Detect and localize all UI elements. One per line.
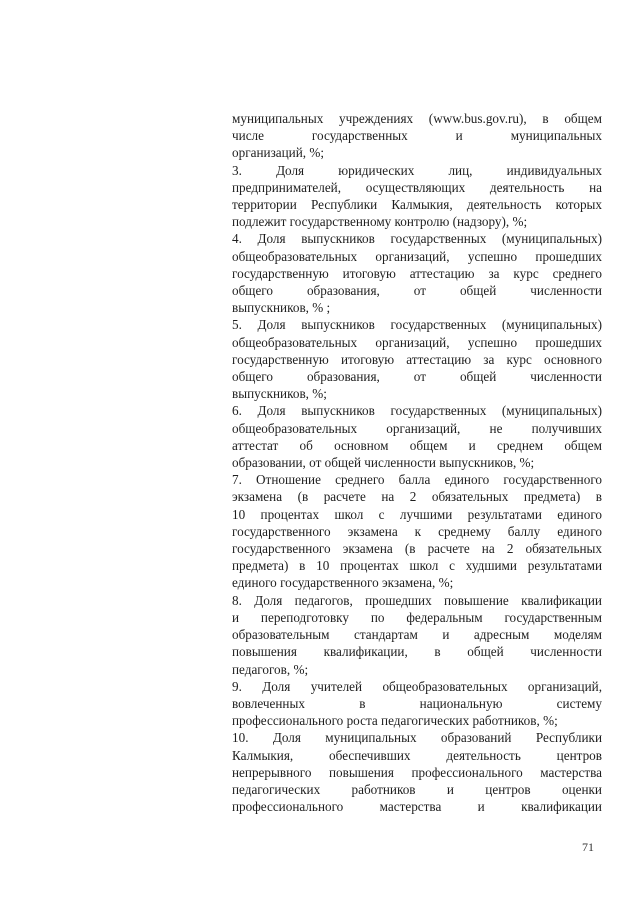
text-line: общего образования, от общей численности — [232, 283, 602, 299]
text-line: вовлеченных в национальную систему — [232, 695, 602, 711]
text-line: 7. Отношение среднего балла единого государственного — [232, 472, 602, 488]
text-line: педагогов, %; — [232, 661, 309, 677]
text-line: государственную итоговую аттестацию за курс основного — [232, 351, 602, 367]
text-line: выпускников, % ; — [232, 300, 331, 316]
text-line: образовании, от общей численности выпускников, %; — [232, 455, 535, 471]
text-line: 10 процентах школ с лучшими результатами единого — [232, 506, 602, 522]
text-line: государственного экзамена (в расчете на 2 обязательных — [232, 541, 602, 557]
text-line: выпускников, %; — [232, 386, 327, 402]
text-line: муниципальных учреждениях (www.bus.gov.ru), в общем — [232, 111, 602, 126]
text-line: непрерывного повышения профессионального мастерства — [232, 764, 602, 780]
text-line: 5. Доля выпускников государственных (муниципальных) — [232, 317, 602, 333]
text-line: аттестат об основном общем и среднем общем — [232, 437, 602, 453]
text-line: подлежит государственному контролю (надзору), %; — [232, 214, 528, 230]
text-line: предпринимателей, осуществляющих деятельность на — [232, 179, 602, 195]
text-line: общеобразовательных организаций, успешно прошедших — [232, 248, 602, 264]
text-line: 6. Доля выпускников государственных (муниципальных) — [232, 403, 602, 419]
text-line: государственного экзамена к среднему баллу единого — [232, 523, 602, 539]
text-line: профессионального роста педагогических работников, %; — [232, 713, 558, 729]
page-number: 71 — [582, 840, 594, 854]
text-line: организаций, %; — [232, 145, 325, 161]
text-line: повышения квалификации, в общей численности — [232, 644, 602, 660]
text-line: 9. Доля учителей общеобразовательных организаций, — [232, 678, 602, 694]
text-line: 3. Доля юридических лиц, индивидуальных — [232, 162, 602, 178]
text-line: государственную итоговую аттестацию за курс среднего — [232, 265, 602, 281]
text-line: общеобразовательных организаций, успешно прошедших — [232, 334, 602, 350]
text-line: единого государственного экзамена, %; — [232, 575, 454, 591]
text-line: экзамена (в расчете на 2 обязательных предмета) в — [232, 489, 602, 505]
text-line: и переподготовку по федеральным государственным — [232, 609, 602, 625]
body-text — [232, 110, 602, 815]
text-line: предмета) в 10 процентах школ с худшими результатами — [232, 558, 602, 574]
text-line: 10. Доля муниципальных образований Республики — [232, 730, 602, 746]
text-line: 8. Доля педагогов, прошедших повышение квалификации — [232, 592, 602, 608]
text-line: общеобразовательных организаций, не получивших — [232, 420, 602, 436]
text-line: педагогических работников и центров оценки — [232, 781, 602, 797]
text-line: образовательным стандартам и адресным моделям — [232, 627, 602, 643]
text-line: общего образования, от общей численности — [232, 369, 602, 385]
text-line: Калмыкия, обеспечивших деятельность центров — [232, 747, 602, 763]
text-line: территории Республики Калмыкия, деятельность которых — [232, 197, 602, 213]
text-line: числе государственных и муниципальных — [232, 128, 602, 144]
text-line: профессионального мастерства и квалификации — [232, 799, 602, 815]
text-line: 4. Доля выпускников государственных (муниципальных) — [232, 231, 602, 247]
